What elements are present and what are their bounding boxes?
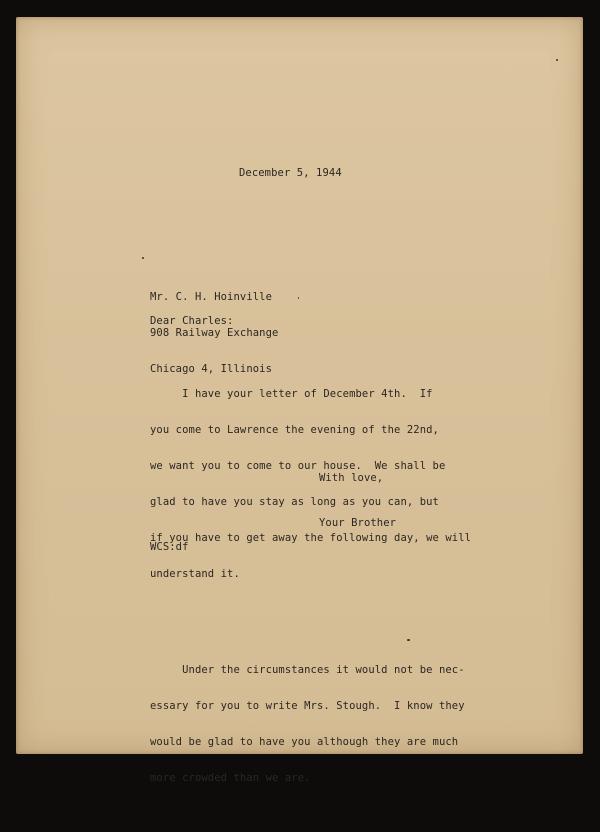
- closing: With love,: [319, 472, 384, 484]
- address-line: Mr. C. H. Hoinville: [150, 291, 273, 303]
- letter-page: [16, 17, 583, 784]
- body-line: essary for you to write Mrs. Stough. I know they: [150, 700, 465, 712]
- paragraph: [150, 364, 471, 604]
- body-line: you come to Lawrence the evening of the 22nd,: [150, 424, 439, 436]
- paper-speck: [407, 639, 410, 641]
- body-line: more crowded than we are.: [150, 772, 311, 784]
- paragraph: [150, 640, 471, 808]
- paper-speck: [298, 297, 299, 299]
- body-line: would be glad to have you although they are much: [150, 736, 459, 748]
- letter-date: December 5, 1944: [239, 167, 342, 179]
- address-line: 908 Railway Exchange: [150, 327, 279, 339]
- body-line: we want you to come to our house. We shall be: [150, 460, 446, 472]
- paper-speck: [556, 59, 558, 61]
- body-line: if you have to get away the following day, we will: [150, 532, 472, 544]
- signature: Your Brother: [319, 517, 397, 529]
- letter-body: [150, 340, 471, 832]
- paper-speck: [142, 257, 144, 259]
- salutation: Dear Charles:: [150, 315, 234, 327]
- typist-initials: WCS:df: [150, 541, 189, 553]
- body-line: I have your letter of December 4th. If: [150, 388, 433, 400]
- body-line: understand it.: [150, 568, 240, 580]
- body-line: Under the circumstances it would not be nec-: [150, 664, 465, 676]
- address-line: Chicago 4, Illinois: [150, 363, 273, 375]
- body-line: glad to have you stay as long as you can, but: [150, 496, 439, 508]
